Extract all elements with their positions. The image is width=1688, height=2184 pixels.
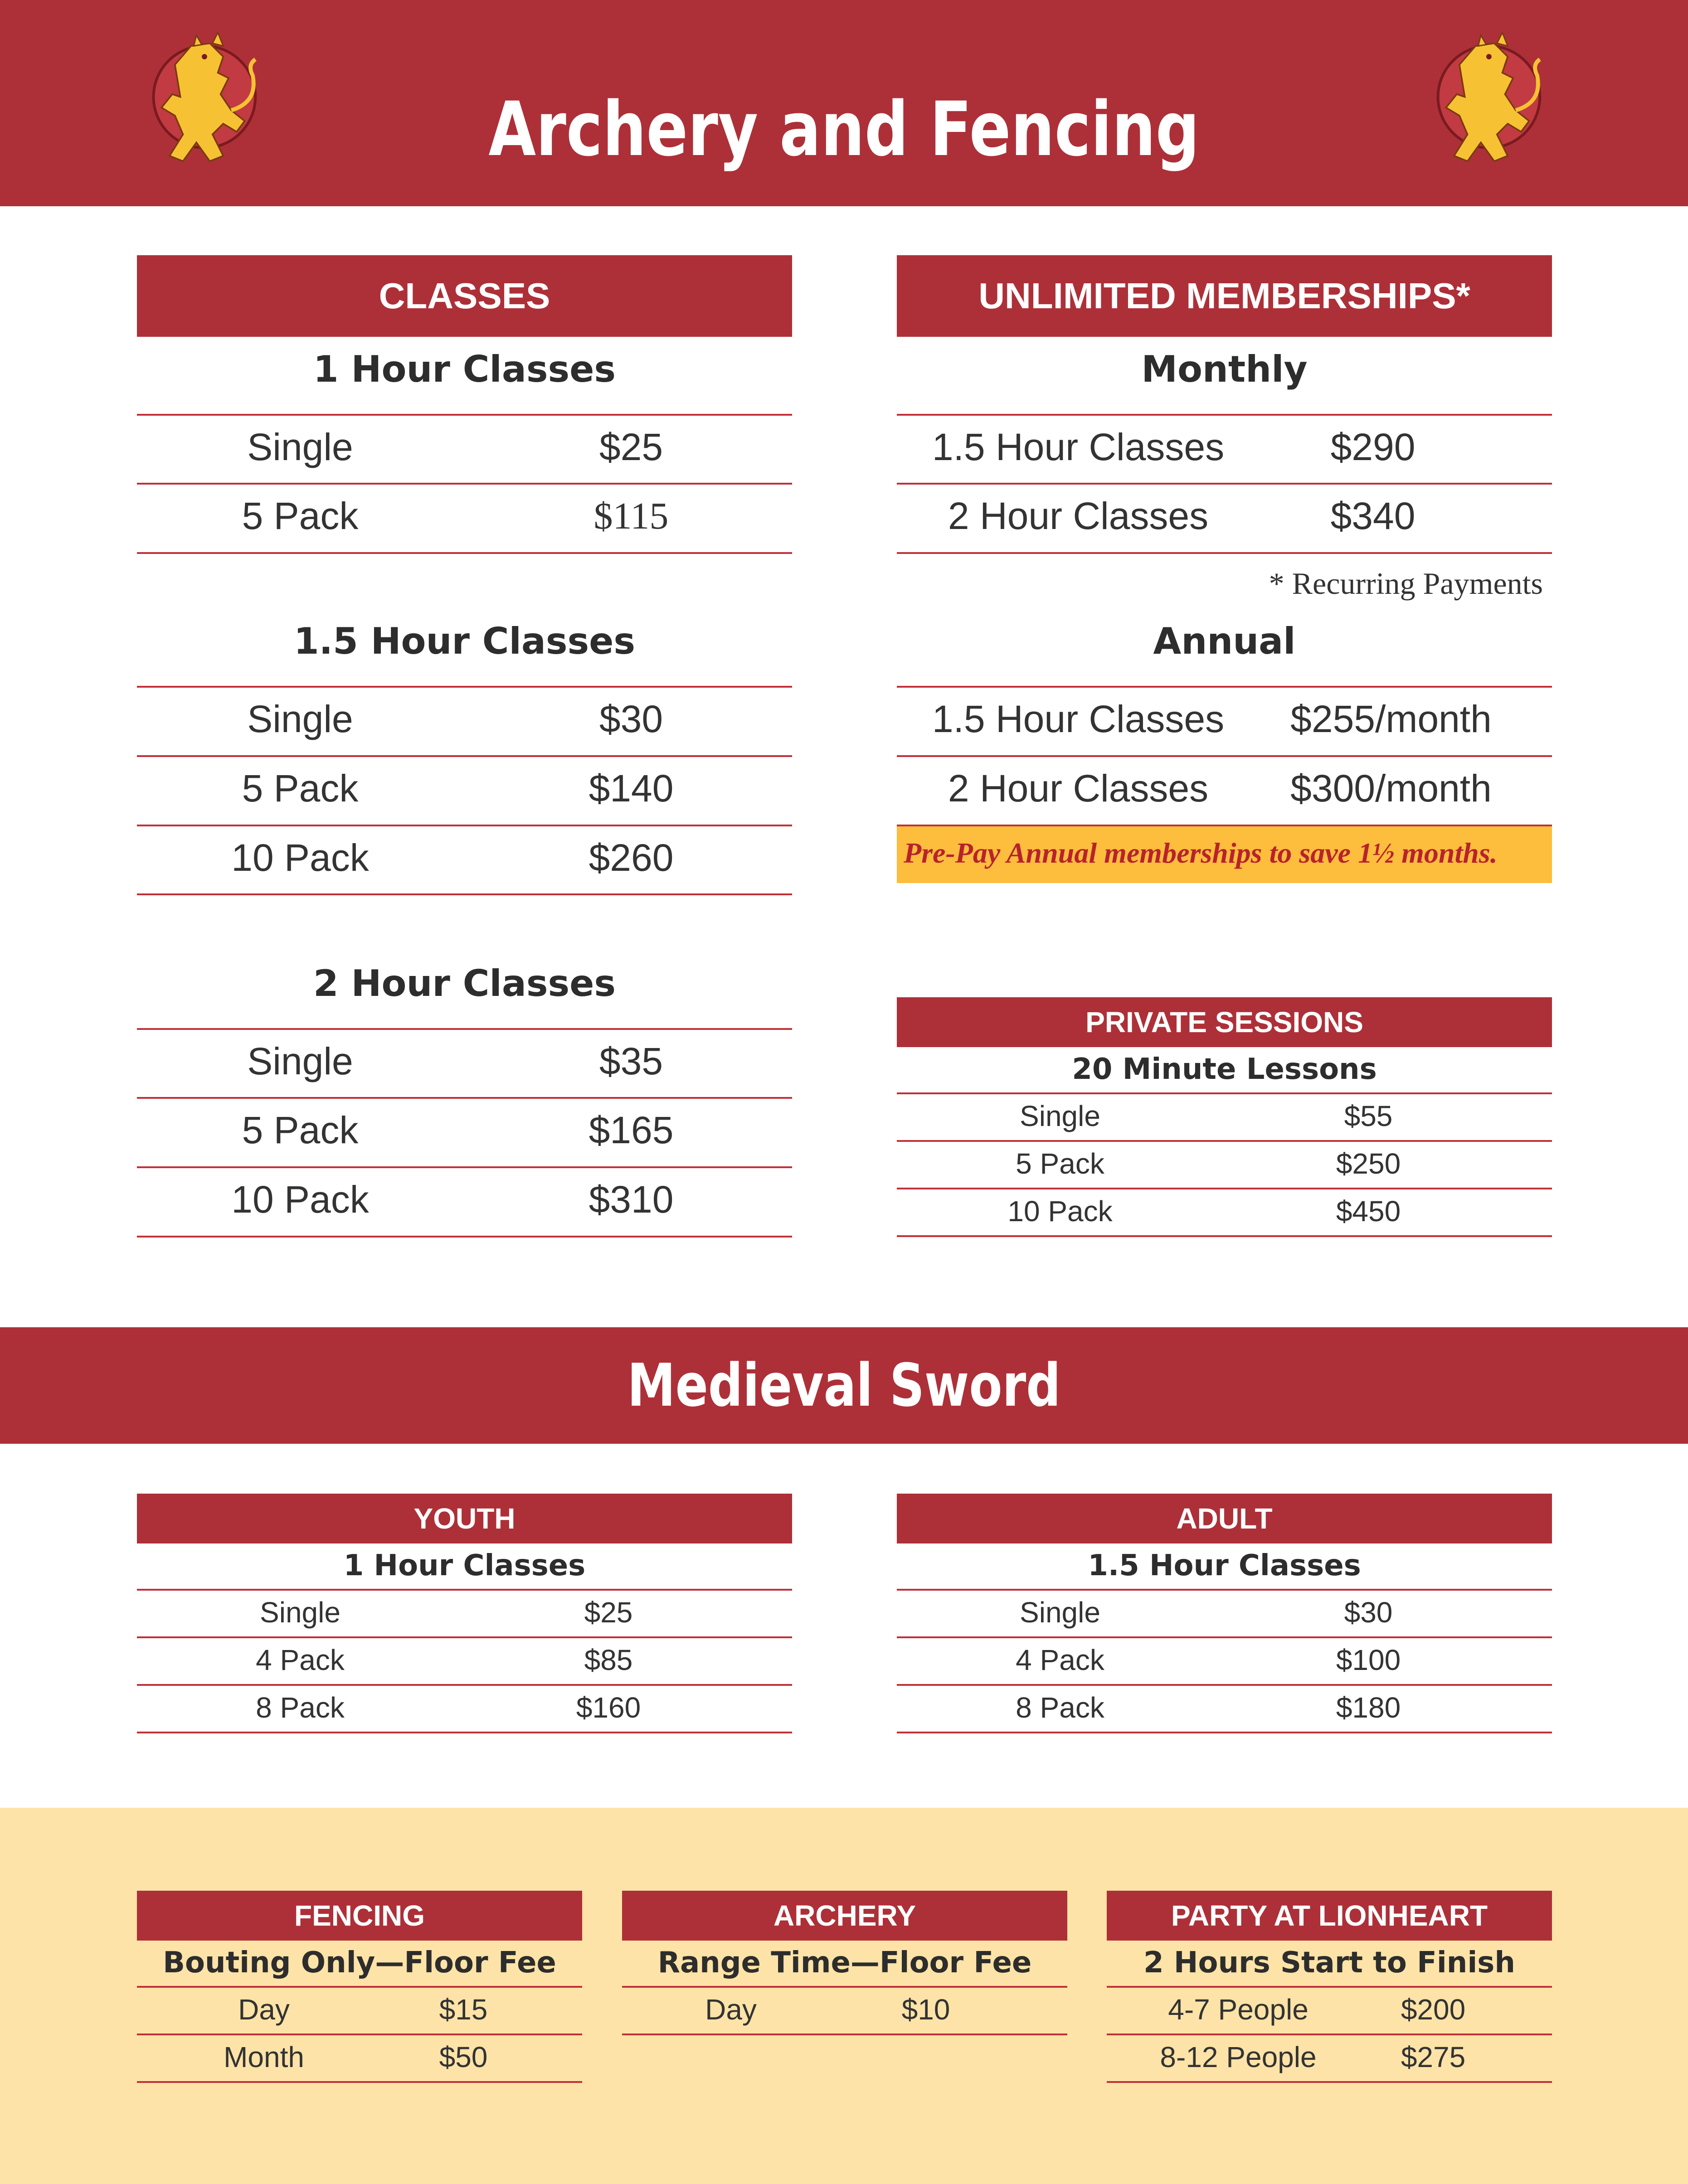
row-divider (137, 825, 792, 826)
row-label: Single (260, 1596, 341, 1629)
row-label: 8-12 People (1160, 2041, 1317, 2073)
youth-header: YOUTH (137, 1494, 792, 1543)
row-divider (137, 755, 792, 757)
row-price: $260 (589, 836, 674, 879)
youth-panel (137, 1494, 792, 1738)
row-label: Day (238, 1993, 290, 2026)
youth-title: 1 Hour Classes (343, 1549, 586, 1582)
row-price: $340 (1330, 495, 1416, 537)
section-title: Medieval Sword (627, 1351, 1061, 1420)
row-divider (1107, 2081, 1552, 2083)
row-divider (897, 1684, 1552, 1686)
row-divider (137, 1732, 792, 1733)
fencing-panel (137, 1891, 582, 2081)
archery-panel (622, 1891, 1067, 2036)
memberships-header: UNLIMITED MEMBERSHIPS* (897, 255, 1552, 337)
row-divider (137, 1684, 792, 1686)
group-title: 1 Hour Classes (313, 348, 616, 390)
memberships-panel (897, 255, 1552, 890)
row-divider (897, 1636, 1552, 1638)
row-divider (137, 552, 792, 554)
row-label: Day (705, 1993, 757, 2026)
group-title: 2 Hour Classes (313, 962, 616, 1005)
fencing-title: Bouting Only—Floor Fee (163, 1946, 556, 1980)
row-label: 2 Hour Classes (948, 495, 1209, 537)
row-price: $450 (1336, 1195, 1401, 1228)
row-price: $180 (1336, 1691, 1401, 1724)
row-price: $100 (1336, 1644, 1401, 1676)
page-title: Archery and Fencing (488, 86, 1200, 173)
row-price: $275 (1401, 2041, 1466, 2073)
row-price: $85 (584, 1644, 633, 1676)
archery-title: Range Time—Floor Fee (657, 1946, 1032, 1980)
row-label: 5 Pack (1016, 1147, 1104, 1180)
row-label: 10 Pack (231, 1178, 369, 1221)
row-label: Month (224, 2041, 304, 2073)
row-divider (897, 1235, 1552, 1237)
private-title: 20 Minute Lessons (1072, 1053, 1377, 1086)
row-price: $30 (599, 698, 663, 740)
row-divider (137, 1986, 582, 1988)
row-label: 8 Pack (256, 1691, 345, 1724)
top-banner (0, 0, 1688, 206)
row-divider (137, 1636, 792, 1638)
row-divider (137, 1028, 792, 1030)
row-price: $25 (584, 1596, 633, 1629)
recurring-note: * Recurring Payments (1269, 566, 1543, 601)
row-divider (897, 483, 1552, 485)
row-divider (137, 483, 792, 485)
row-divider (622, 2034, 1067, 2035)
row-label: Single (247, 1040, 353, 1082)
adult-header: ADULT (897, 1494, 1552, 1543)
row-divider (1107, 1986, 1552, 1988)
annual-title: Annual (1153, 620, 1296, 662)
row-divider (622, 1986, 1067, 1988)
row-label: 4 Pack (1016, 1644, 1104, 1676)
row-label: 1.5 Hour Classes (932, 426, 1225, 468)
row-price: $300/month (1290, 767, 1492, 810)
row-label: 8 Pack (1016, 1691, 1104, 1724)
row-divider (897, 686, 1552, 688)
group-title: 1.5 Hour Classes (294, 620, 635, 662)
classes-header: CLASSES (137, 255, 792, 337)
row-divider (897, 414, 1552, 416)
row-price: $30 (1344, 1596, 1393, 1629)
row-price: $15 (439, 1993, 488, 2026)
row-label: Single (1020, 1596, 1100, 1629)
party-panel (1107, 1891, 1552, 2081)
row-price: $50 (439, 2041, 488, 2073)
party-title: 2 Hours Start to Finish (1143, 1946, 1515, 1980)
medieval-sword-banner (0, 1327, 1688, 1444)
archery-header: ARCHERY (622, 1891, 1067, 1941)
row-label: 4 Pack (256, 1644, 345, 1676)
row-divider (137, 414, 792, 416)
row-price: $165 (589, 1109, 674, 1151)
row-divider (137, 893, 792, 895)
row-label: 5 Pack (242, 767, 359, 810)
row-price: $310 (589, 1178, 674, 1221)
row-price: $10 (901, 1993, 950, 2026)
row-divider (137, 2034, 582, 2035)
private-header: PRIVATE SESSIONS (897, 997, 1552, 1047)
row-divider (897, 1140, 1552, 1142)
row-price: $290 (1330, 426, 1416, 468)
row-label: 10 Pack (1007, 1195, 1113, 1228)
row-divider (897, 552, 1552, 554)
fencing-header: FENCING (137, 1891, 582, 1941)
row-price: $160 (576, 1691, 641, 1724)
row-price: $200 (1401, 1993, 1466, 2026)
row-divider (137, 1097, 792, 1099)
row-divider (137, 686, 792, 688)
row-divider (137, 1166, 792, 1168)
row-label: 10 Pack (231, 836, 369, 879)
row-divider (137, 1236, 792, 1238)
row-divider (1107, 2034, 1552, 2035)
row-divider (897, 1732, 1552, 1733)
row-label: 5 Pack (242, 1109, 359, 1151)
adult-panel (897, 1494, 1552, 1738)
row-price: $250 (1336, 1147, 1401, 1180)
classes-panel (137, 255, 792, 1243)
row-divider (137, 2081, 582, 2083)
row-divider (897, 1589, 1552, 1591)
row-price: $35 (599, 1040, 663, 1082)
row-divider (897, 1188, 1552, 1189)
bottom-section (0, 1808, 1688, 2184)
row-price: $25 (599, 426, 663, 468)
adult-title: 1.5 Hour Classes (1088, 1549, 1361, 1582)
row-divider (137, 1589, 792, 1591)
promo-text: Pre-Pay Annual memberships to save 1½ months. (904, 837, 1498, 869)
row-price: $55 (1344, 1100, 1393, 1132)
private-sessions-panel (897, 997, 1552, 1242)
row-label: Single (1020, 1100, 1100, 1132)
row-price: $255/month (1290, 698, 1492, 740)
row-divider (897, 755, 1552, 757)
row-label: 2 Hour Classes (948, 767, 1209, 810)
row-label: Single (247, 698, 353, 740)
row-label: 5 Pack (242, 495, 359, 537)
row-label: Single (247, 426, 353, 468)
row-label: 4-7 People (1168, 1993, 1309, 2026)
prepay-promo-banner (897, 826, 1552, 883)
row-label: 1.5 Hour Classes (932, 698, 1225, 740)
party-header: PARTY AT LIONHEART (1107, 1891, 1552, 1941)
monthly-title: Monthly (1141, 348, 1308, 390)
row-divider (897, 1092, 1552, 1094)
row-price: $140 (589, 767, 674, 810)
row-price: $115 (593, 495, 669, 537)
